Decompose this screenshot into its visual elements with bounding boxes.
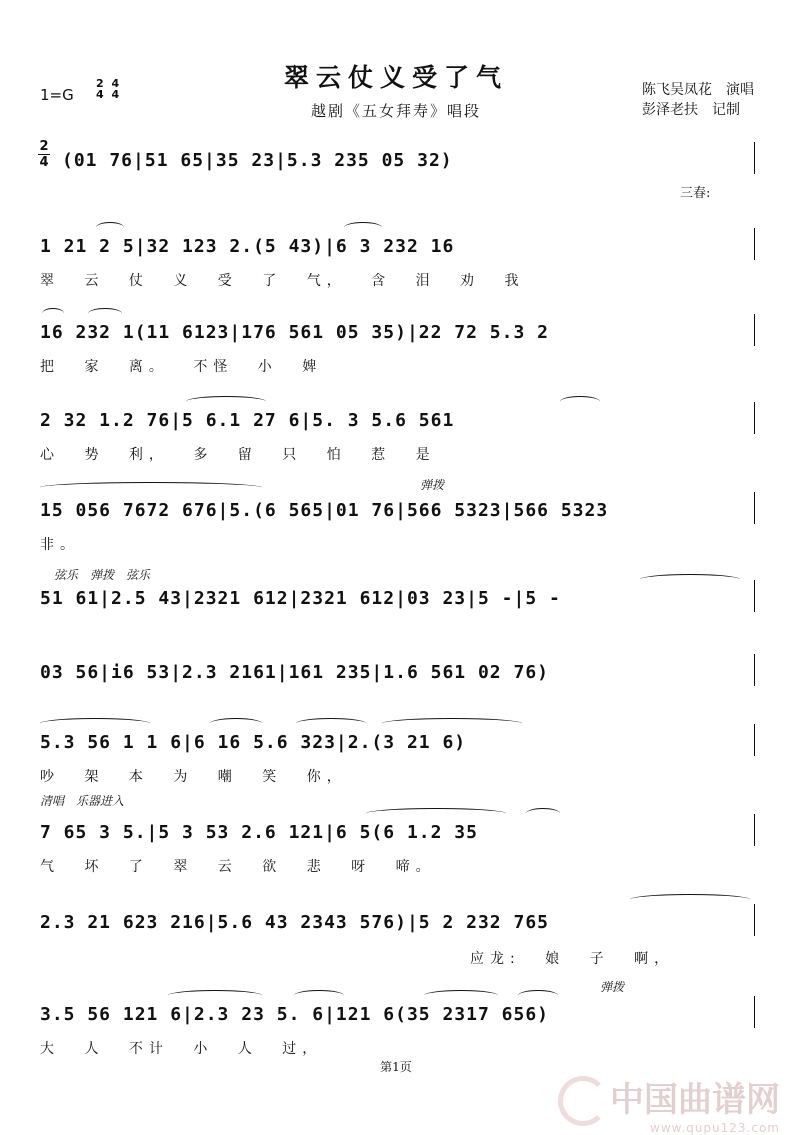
- meter-indicator: [96, 78, 119, 100]
- barline: [754, 580, 755, 612]
- barline: [754, 492, 755, 524]
- slur: [382, 718, 522, 729]
- key-signature: 1=G: [40, 86, 74, 104]
- slur: [560, 396, 600, 407]
- slur: [630, 894, 750, 905]
- site-url: www.qupu123.com: [650, 1121, 780, 1135]
- barline: [754, 904, 755, 936]
- notation: 2 32 1.2 76|5 6.1 27 6|5. 3 5.6 561: [40, 410, 455, 431]
- instrument-cue: 弹拨: [420, 478, 445, 492]
- notation: 03 56|i6 53|2.3 2161|161 235|1.6 561 02 76): [40, 662, 549, 683]
- time-signature-2-4: 2 4: [39, 139, 49, 170]
- score-row-3: [40, 322, 758, 382]
- notation: 5.3 56 1 1 6|6 16 5.6 323|2.(3 21 6): [40, 732, 467, 753]
- lyrics: 把 家 离。 不怪 小 婢: [40, 359, 323, 375]
- slur: [96, 222, 124, 233]
- page-number: 第1页: [380, 1060, 412, 1074]
- slur: [186, 396, 266, 407]
- meter-a-bottom: 4: [96, 88, 104, 101]
- slur: [210, 718, 262, 729]
- barline: [754, 996, 755, 1028]
- notation: 2.3 21 623 216|5.6 43 2343 576)|5 2 232 765: [40, 912, 549, 933]
- score-row-6: [40, 568, 758, 648]
- score-row-1: [40, 150, 758, 210]
- slur: [294, 990, 344, 1001]
- notation: 3.5 56 121 6|2.3 23 5. 6|121 6(35 2317 656): [40, 1004, 549, 1025]
- score-row-11: [40, 980, 758, 1064]
- notation: 7 65 3 5.|5 3 53 2.6 121|6 5(6 1.2 35: [40, 822, 478, 843]
- site-name: 中国曲谱网: [610, 1080, 780, 1120]
- barline: [754, 724, 755, 756]
- slur: [40, 482, 262, 493]
- notation: 1 21 2 5|32 123 2.(5 43)|6 3 232 16: [40, 236, 455, 257]
- slur: [424, 990, 498, 1001]
- meter-b-bottom: 4: [111, 88, 120, 101]
- barline: [754, 814, 755, 846]
- lyrics: 心 势 利， 多 留 只 怕 惹 是: [40, 447, 436, 463]
- credit-transcriber: 彭泽老扶 记制: [642, 102, 740, 118]
- notation: 51 61|2.5 43|2321 612|2321 612|03 23|5 -|5 -: [40, 588, 561, 609]
- lyrics: 翠 云 仗 义 受 了 气， 含 泪 劝 我: [40, 273, 525, 289]
- slur: [88, 308, 122, 319]
- instrument-cue: 弹拨: [600, 980, 625, 994]
- lyrics: 大 人 不计 小 人 过，: [40, 1041, 323, 1057]
- slur: [526, 808, 560, 819]
- slur: [40, 718, 150, 729]
- score-row-9: [40, 794, 758, 882]
- barline: [754, 402, 755, 434]
- barline: [754, 228, 755, 260]
- notation: 15 056 7672 676|5.(6 565|01 76|566 5323|566 5323: [40, 500, 609, 521]
- barline: [754, 142, 755, 174]
- lyrics: 应龙: 娘 子 啊，: [470, 951, 675, 967]
- instrument-cues: 弦乐 弹拨 弦乐: [54, 568, 151, 582]
- slur: [518, 990, 558, 1001]
- barline: [754, 654, 755, 686]
- slur: [296, 718, 366, 729]
- site-watermark: [610, 1072, 780, 1135]
- site-logo-icon: [558, 1076, 608, 1126]
- performer-credits: [642, 80, 754, 120]
- score-row-10: [40, 912, 758, 972]
- instrument-cues: 清唱 乐器进入: [40, 794, 125, 808]
- meter-b-top: 4: [111, 77, 120, 90]
- meter-a-top: 2: [96, 77, 104, 90]
- score-row-8: [40, 732, 758, 792]
- barline: [754, 314, 755, 346]
- score-row-5: [40, 478, 758, 560]
- slur: [168, 990, 262, 1001]
- song-title: 翠云仗义受了气: [283, 63, 508, 92]
- slur: [344, 222, 382, 233]
- score-row-7: [40, 662, 758, 702]
- song-subtitle: 越剧《五女拜寿》唱段: [310, 102, 481, 120]
- notation: 16 232 1(11 6123|176 561 05 35)|22 72 5.3 2: [40, 322, 549, 343]
- score-row-4: [40, 410, 758, 470]
- slur: [366, 808, 506, 819]
- notation: (01 76|51 65|35 23|5.3 235 05 32): [62, 150, 453, 171]
- slur: [42, 308, 64, 319]
- lyrics: 气 坏 了 翠 云 欲 悲 呀 啼。: [40, 859, 436, 875]
- role-cue: 三春:: [680, 186, 711, 201]
- score-row-2: [40, 236, 758, 296]
- lyrics: 非。: [40, 537, 80, 553]
- credit-performers: 陈飞吴凤花 演唱: [642, 82, 754, 98]
- slur: [640, 574, 740, 585]
- lyrics: 吵 架 本 为 嘲 笑 你，: [40, 769, 347, 785]
